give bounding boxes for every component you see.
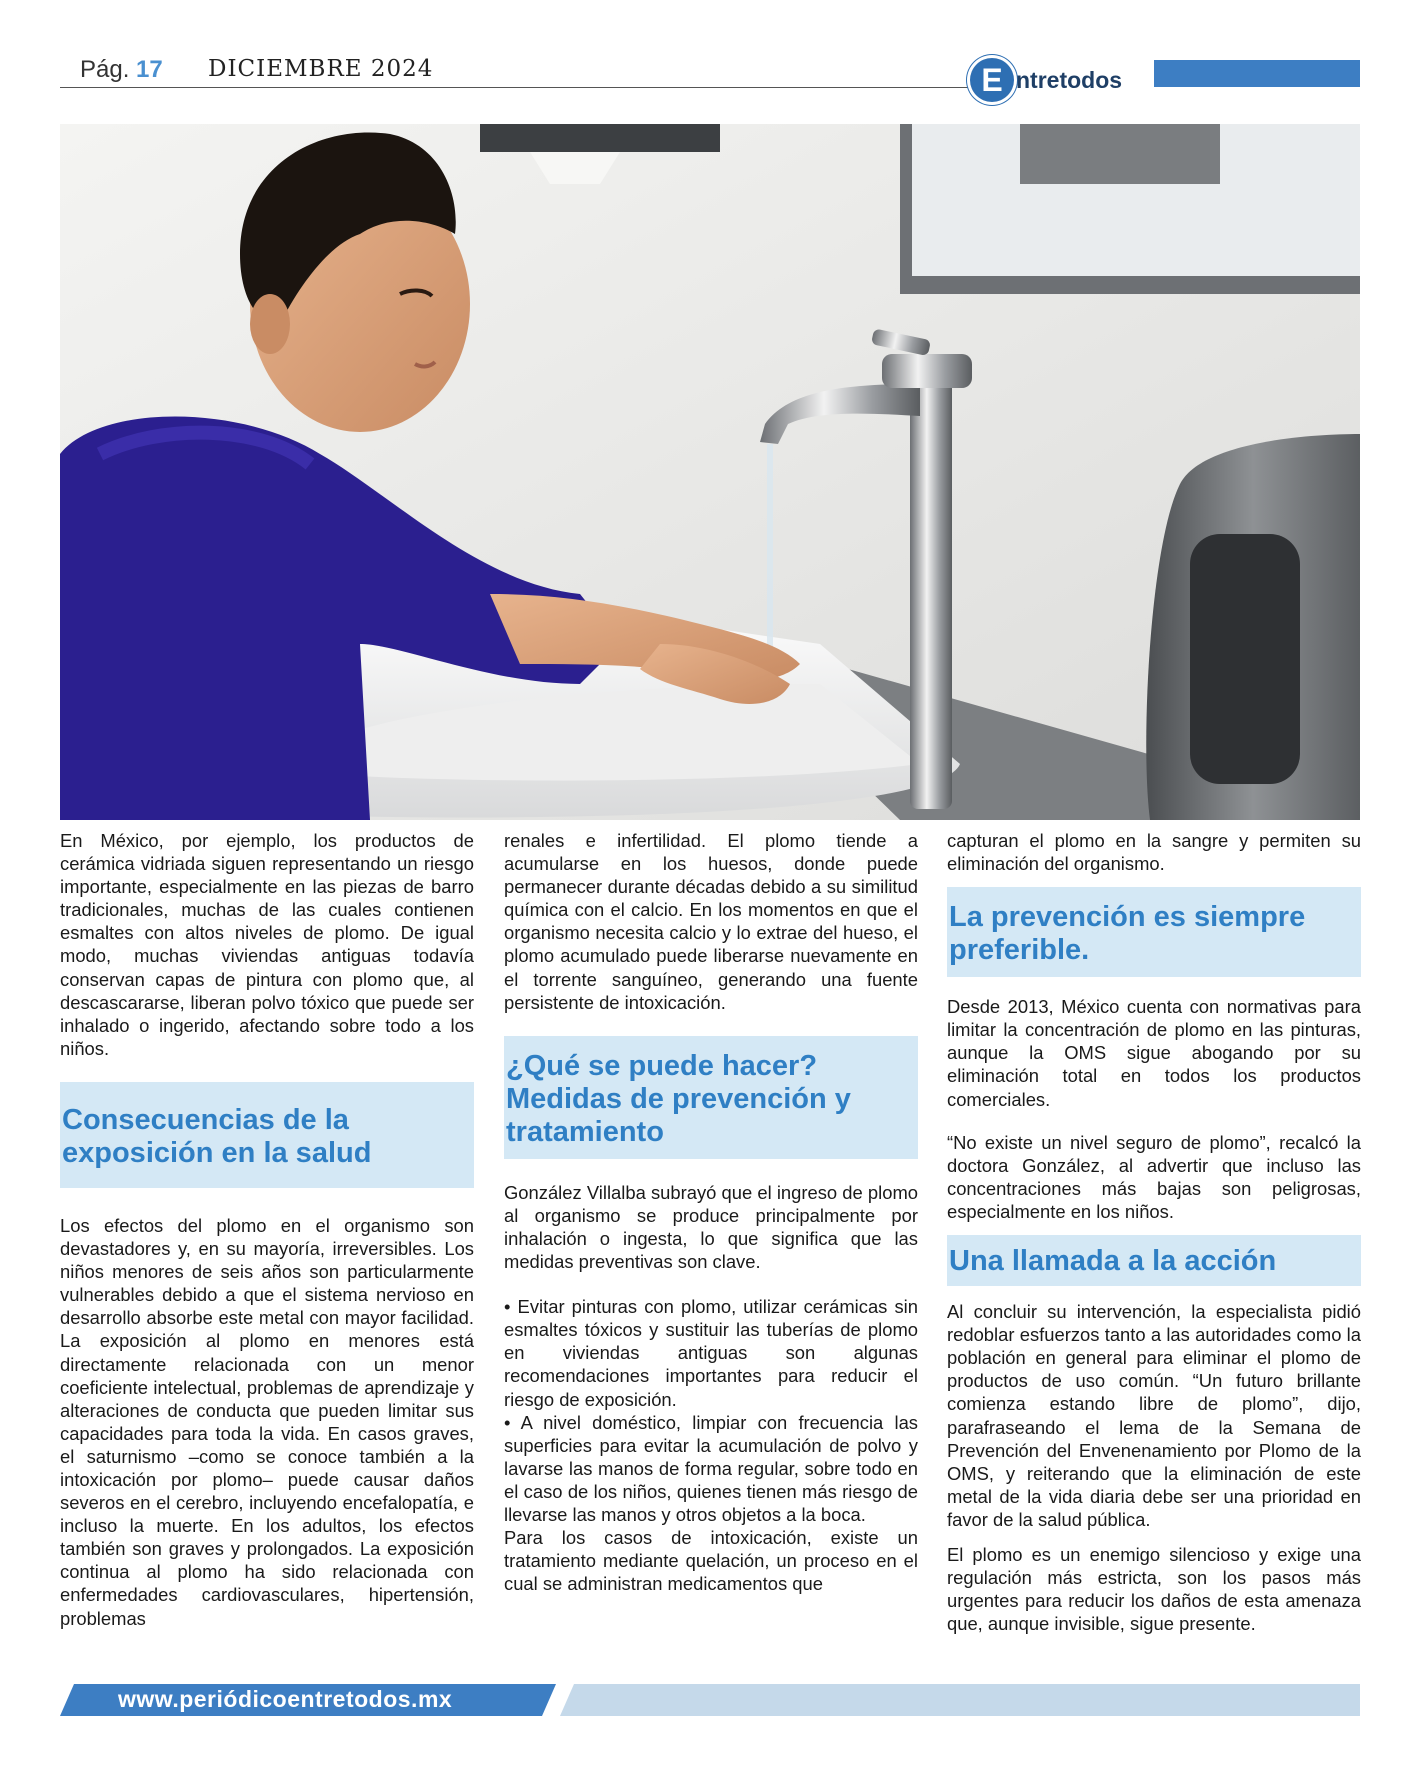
col3-heading-1: La prevención es siempre preferible. (947, 887, 1361, 977)
spacer (947, 1223, 1361, 1235)
col3-heading-2: Una llamada a la acción (947, 1235, 1361, 1286)
article-photo (60, 124, 1360, 820)
column-2 (504, 829, 918, 1595)
photo-illustration (60, 124, 1360, 820)
col2-paragraph-3: Para los casos de intoxicación, existe un tratamiento mediante quelación, un proceso en el cual se administran medicamentos que (504, 1527, 918, 1595)
spacer (504, 1159, 918, 1181)
logo-letter: E (970, 58, 1014, 102)
website-link[interactable]: www.periódicoentretodos.mx (118, 1686, 453, 1712)
column-3 (947, 829, 1361, 1635)
col2-bullet-1: • Evitar pinturas con plomo, utilizar cerámicas sin esmaltes tóxicos y sustituir las tuberías de plomo en viviendas antiguas son algunas recomendaciones importantes para reducir el riesgo de exposición. (504, 1296, 918, 1410)
header-rule (60, 87, 968, 88)
col1-heading: Consecuencias de la exposición en la salud (60, 1082, 474, 1188)
page-label: Pág. (80, 56, 130, 83)
spacer (947, 875, 1361, 887)
brand-logo (970, 58, 1122, 102)
col2-bullet-2: • A nivel doméstico, limpiar con frecuencia las superficies para evitar la acumulación de polvo y lavarse las manos de forma regular, sobre todo en el caso de los niños, quienes tienen más riesgo de llevarse las manos y otros objetos a la boca. (504, 1411, 918, 1525)
col2-heading: ¿Qué se puede hacer? Medidas de prevención y tratamiento (504, 1036, 918, 1159)
logo-text: ntretodos (1016, 66, 1123, 93)
col3-paragraph-2: Desde 2013, México cuenta con normativas para limitar la concentración de plomo en las pinturas, aunque la OMS sigue abogando por su eliminación total en todos los productos comerciales. (947, 996, 1361, 1110)
col3-paragraph-3: “No existe un nivel seguro de plomo”, recalcó la doctora González, al advertir que incluso las concentraciones más bajas son peligrosas, especialmente en los niños. (947, 1131, 1361, 1222)
spacer (947, 1531, 1361, 1543)
page-number (80, 56, 163, 84)
spacer (947, 977, 1361, 995)
col3-paragraph-5: El plomo es un enemigo silencioso y exige una regulación más estricta, son los pasos más urgentes para reducir los daños de esta amenaza que, aunque invisible, sigue presente. (947, 1543, 1361, 1635)
page-number-value: 17 (136, 56, 163, 83)
issue-date: DICIEMBRE 2024 (208, 56, 434, 82)
spacer (504, 1014, 918, 1036)
spacer (947, 1286, 1361, 1300)
header-accent-bar (1154, 60, 1360, 87)
col1-paragraph-1: En México, por ejemplo, los productos de cerámica vidriada siguen representando un riesgo importante, especialmente en las piezas de barro tradicionales, muchas de las cuales contienen esmaltes con altos niveles de plomo. De igual modo, muchas viviendas antiguas todavía conservan capas de pintura con plomo que, al descascararse, liberan polvo tóxico que puede ser inhalado o ingerido, afectando sobre todo a los niños. (60, 830, 474, 1059)
col3-paragraph-4: Al concluir su intervención, la especialista pidió redoblar esfuerzos tanto a las autoridades como la población en general para eliminar el plomo de productos de uso común. “Un futuro brillante comienza estando libre de plomo”, dijo, parafraseando el lema de la Semana de Prevención del Envenenamiento por Plomo de la OMS, y reiterando que la eliminación de este metal de la vida diaria debe ser una prioridad en favor de la salud pública. (947, 1301, 1361, 1530)
spacer (947, 1111, 1361, 1131)
footer-light-bar (560, 1684, 1360, 1716)
spacer (60, 1188, 474, 1214)
col2-paragraph-1: renales e infertilidad. El plomo tiende a acumularse en los huesos, donde puede permanecer durante décadas debido a su similitud química con el calcio. En los momentos en que el organismo necesita calcio y lo extrae del hueso, el plomo acumulado puede liberarse nuevamente en el torrente sanguíneo, generando una fuente persistente de intoxicación. (504, 830, 918, 1013)
column-1 (60, 829, 474, 1630)
col1-paragraph-2: Los efectos del plomo en el organismo son devastadores y, en su mayoría, irreversibles. Los niños menores de seis años son particularmente vulnerables debido a que el sistema nervioso en desarrollo absorbe este metal con mayor facilidad. La exposición al plomo en menores está directamente relacionada con un menor coeficiente intelectual, problemas de aprendizaje y alteraciones de conducta que pueden limitar sus capacidades para toda la vida. En casos graves, el saturnismo –como se conoce también a la intoxicación por plomo– puede causar daños severos en el cerebro, incluyendo encefalopatía, e incluso la muerte. En los adultos, los efectos también son graves y prolongados. La exposición continua al plomo ha sido relacionada con enfermedades cardiovasculares, hipertensión, problemas (60, 1214, 474, 1629)
spacer (60, 1060, 474, 1082)
spacer (504, 1273, 918, 1295)
col2-paragraph-2: González Villalba subrayó que el ingreso de plomo al organismo se produce principalmente por inhalación o ingesta, lo que significa que las medidas preventivas son clave. (504, 1181, 918, 1273)
col3-paragraph-1: capturan el plomo en la sangre y permiten su eliminación del organismo. (947, 830, 1361, 875)
